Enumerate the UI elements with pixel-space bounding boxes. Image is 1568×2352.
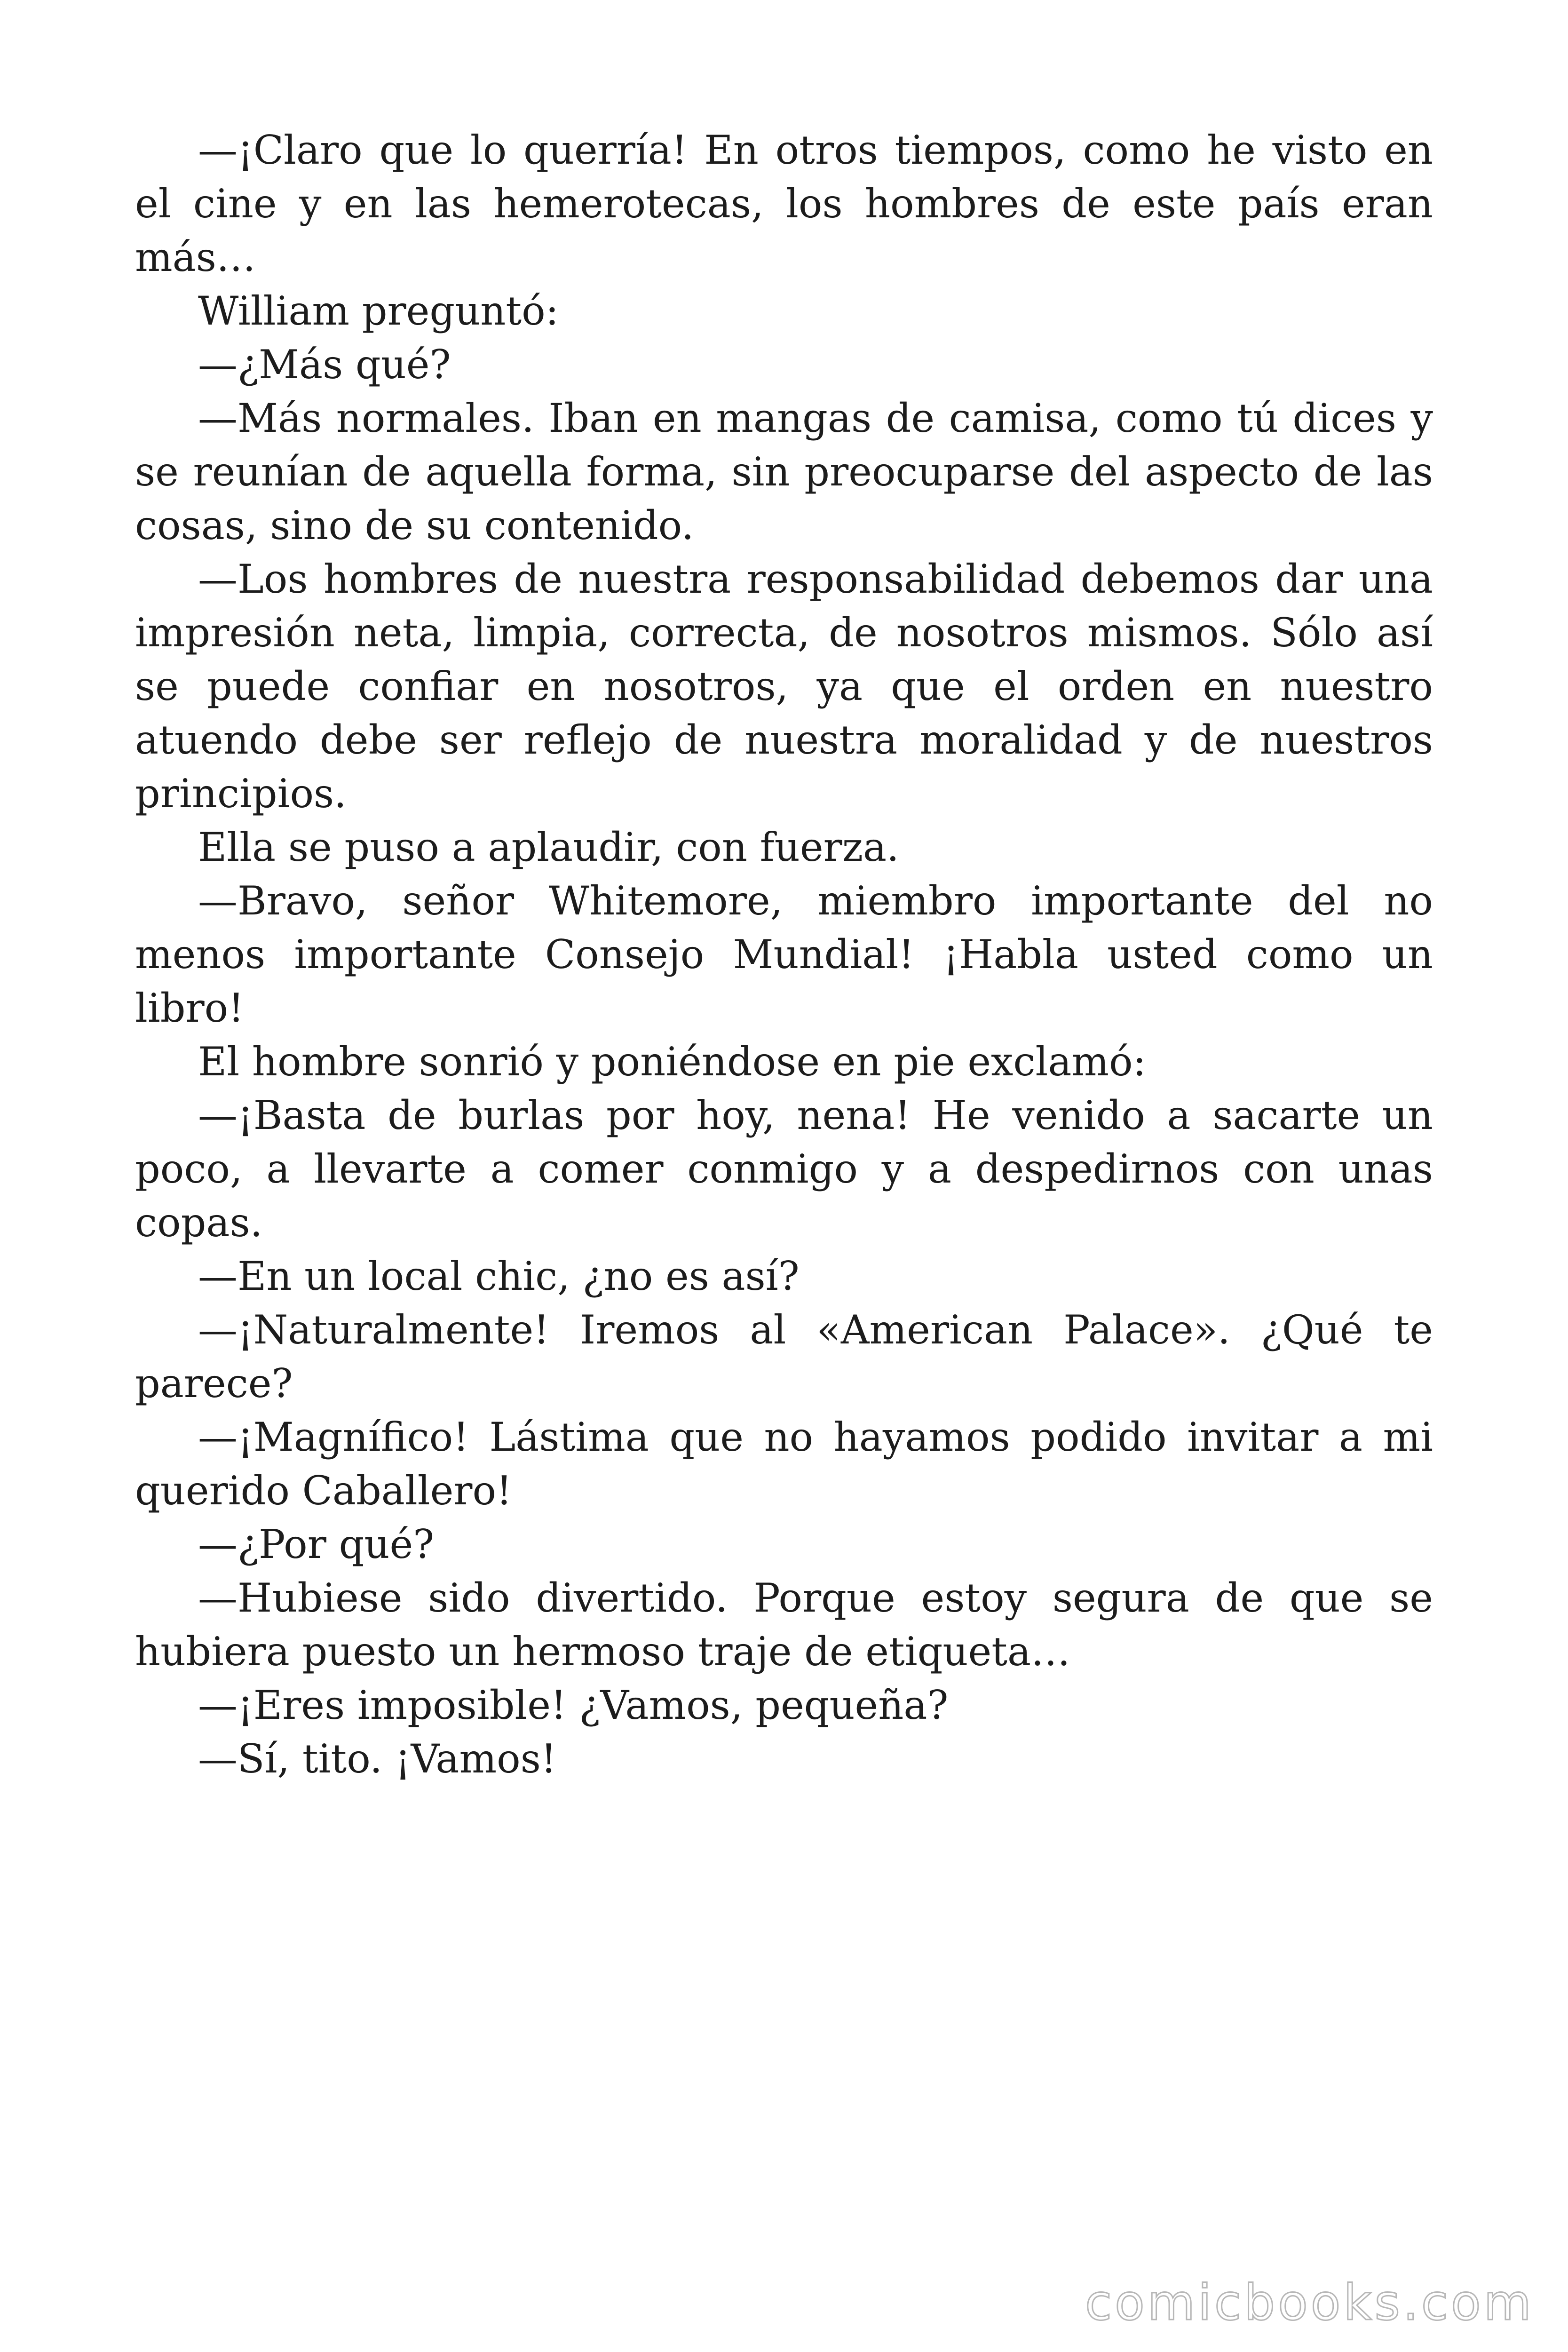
body-text — [135, 123, 1433, 1786]
paragraph: —¿Más qué? — [198, 342, 451, 388]
paragraph: —Hubiese sido divertido. Porque estoy segura de que se hubiera puesto un hermoso traje de etiqueta… — [135, 1575, 1433, 1675]
paragraph: —¿Por qué? — [198, 1521, 435, 1567]
watermark: comicbooks.com — [1085, 2274, 1534, 2331]
paragraph: —¡Eres imposible! ¿Vamos, pequeña? — [198, 1682, 949, 1728]
paragraph: William preguntó: — [198, 288, 559, 334]
paragraph: —En un local chic, ¿no es así? — [198, 1253, 800, 1299]
paragraph: —Más normales. Iban en mangas de camisa, como tú dices y se reunían de aquella forma, sin preocuparse del aspecto de las cosas, sino de su contenido. — [135, 395, 1433, 548]
paragraph: —Bravo, señor Whitemore, miembro importante del no menos importante Consejo Mundial! ¡Habla usted como un libro! — [135, 878, 1433, 1031]
paragraph: Ella se puso a aplaudir, con fuerza. — [198, 824, 899, 870]
paragraph: —Sí, tito. ¡Vamos! — [198, 1736, 557, 1782]
paragraph: El hombre sonrió y poniéndose en pie exclamó: — [198, 1039, 1146, 1085]
paragraph: —¡Naturalmente! Iremos al «American Palace». ¿Qué te parece? — [135, 1307, 1433, 1406]
paragraph: —¡Magnífico! Lástima que no hayamos podido invitar a mi querido Caballero! — [135, 1414, 1433, 1514]
paragraph: —¡Claro que lo querría! En otros tiempos, como he visto en el cine y en las hemerotecas, los hombres de este país eran más… — [135, 127, 1433, 280]
paragraph: —Los hombres de nuestra responsabilidad debemos dar una impresión neta, limpia, correcta, de nosotros mismos. Sólo así se puede confiar en nosotros, ya que el orden en nuestro atuendo debe ser reflejo de nuestra moralidad y de nuestros principios. — [135, 556, 1433, 817]
paragraph: —¡Basta de burlas por hoy, nena! He venido a sacarte un poco, a llevarte a comer conmigo y a despedirnos con unas copas. — [135, 1092, 1433, 1246]
